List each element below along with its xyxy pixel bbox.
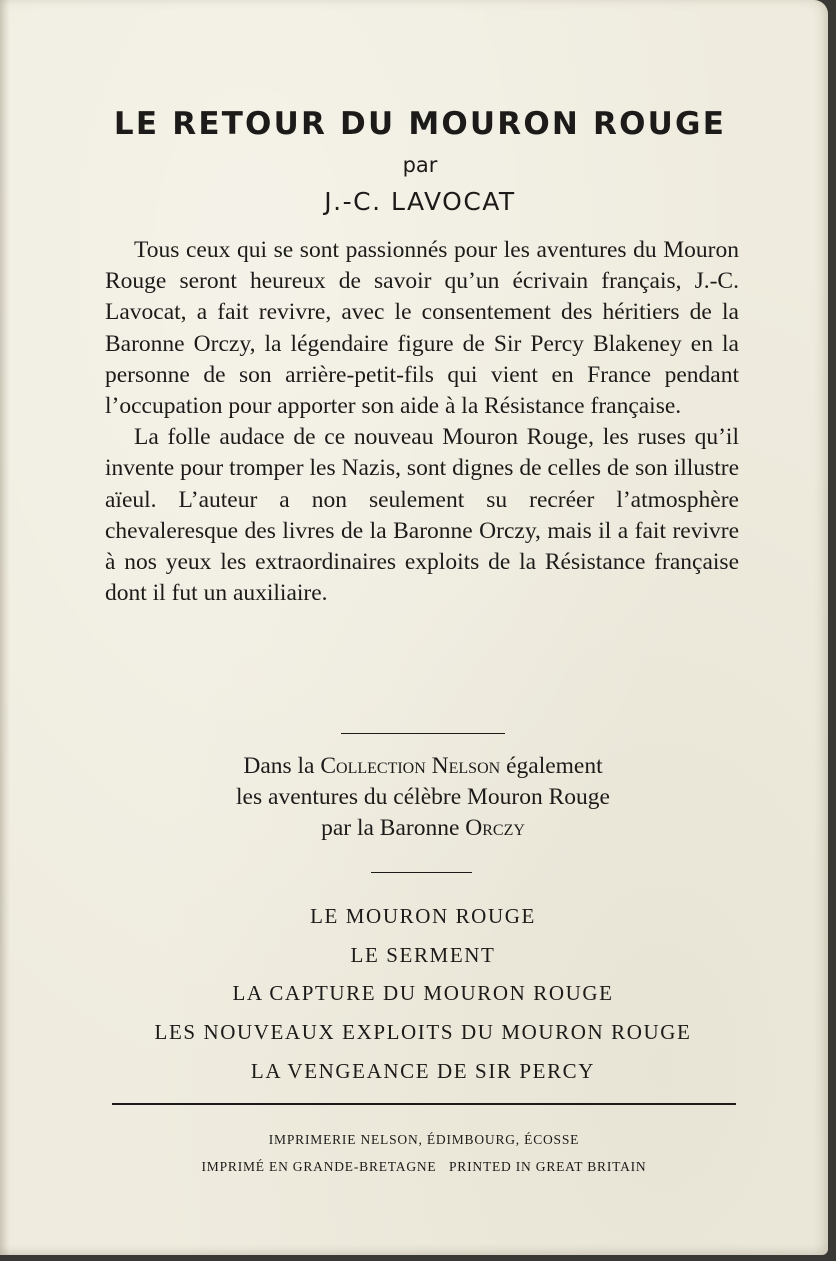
- by-label: par: [402, 153, 438, 177]
- collection-line-3: par la Baronne Orczy: [321, 815, 525, 841]
- printer-imprint: [0, 1126, 836, 1180]
- divider-1: [341, 733, 505, 734]
- collection-note: [0, 751, 836, 844]
- collection-name: Collection Nelson: [320, 753, 501, 779]
- collection-line-2: les aventures du célèbre Mouron Rouge: [236, 784, 610, 810]
- book-list-item: LA VENGEANCE DE SIR PERCY: [250, 1058, 596, 1083]
- blurb-paragraph-1: Tous ceux qui se sont passionnés pour les aventures du Mouron Rouge seront heureux de savoir qu’un écrivain français, J.-C. Lavocat, a fait revivre, avec le consentement des héritiers de la Baronne Orczy, la légendaire figure de Sir Percy Blakeney en la personne de son arrière-petit-fils qui vient en France pendant l’occupation pour apporter son aide à la Résistance française.: [105, 237, 739, 420]
- collection-line-1: Dans la Collection Nelson également: [243, 753, 603, 779]
- printer-line-1: IMPRIMERIE NELSON, ÉDIMBOURG, ÉCOSSE: [268, 1132, 580, 1147]
- blurb-paragraph-2: La folle audace de ce nouveau Mouron Rouge, les ruses qu’il invente pour tromper les Nazis, sont dignes de celles de son illustre aïeul. L’auteur a non seulement su recréer l’atmosphère chevaleresque des livres de la Baronne Orczy, mais il a fait revivre à nos yeux les extraordinaires exploits de la Résistance française dont il fut un auxiliaire.: [105, 424, 739, 607]
- divider-3: [112, 1103, 736, 1105]
- book-list: [0, 898, 836, 1091]
- collection-author: Orczy: [465, 815, 525, 841]
- book-list-item: LE SERMENT: [350, 942, 496, 967]
- book-list-item: LE MOURON ROUGE: [310, 904, 536, 928]
- blurb: [105, 235, 739, 609]
- divider-2: [371, 872, 472, 873]
- author-name: J.-C. LAVOCAT: [324, 187, 516, 216]
- printer-line-2: IMPRIMÉ EN GRANDE-BRETAGNE PRINTED IN GREAT BRITAIN: [201, 1159, 647, 1174]
- book-list-item: LA CAPTURE DU MOURON ROUGE: [232, 981, 614, 1006]
- book-list-item: LES NOUVEAUX EXPLOITS DU MOURON ROUGE: [154, 1020, 692, 1045]
- book-title: LE RETOUR DU MOURON ROUGE: [113, 106, 727, 142]
